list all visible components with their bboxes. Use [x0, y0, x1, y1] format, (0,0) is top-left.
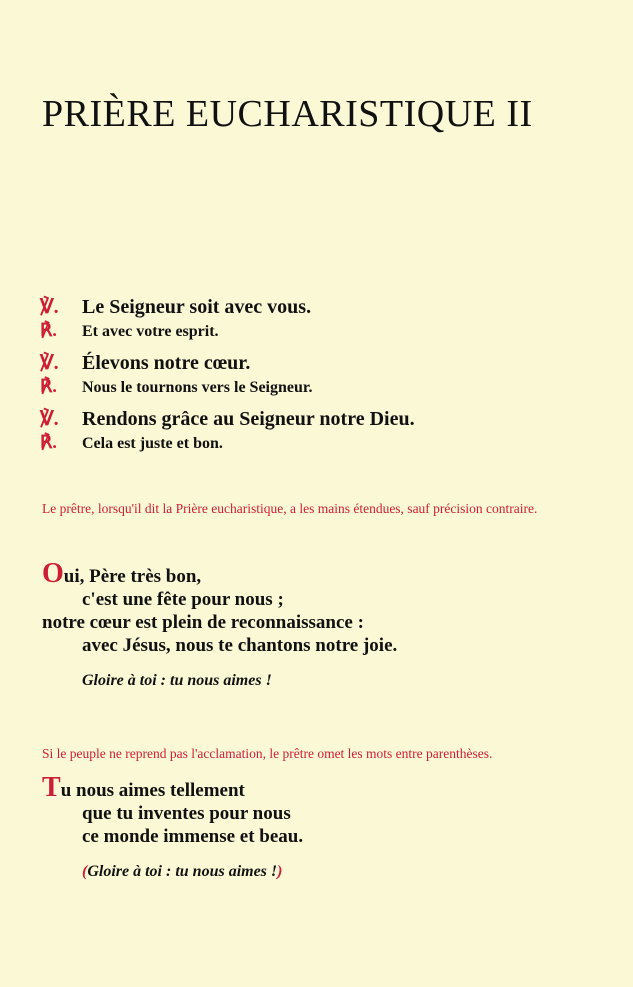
- versicle-text: Le Seigneur soit avec vous.: [82, 296, 312, 318]
- versicle-1: [40, 294, 600, 320]
- rubric-parentheses: Si le peuple ne reprend pas l'acclamation, le prêtre omet les mots entre parenthèses.: [42, 746, 493, 761]
- response-1: [40, 320, 600, 342]
- drop-cap: O: [42, 558, 64, 589]
- stanza-line: c'est une fête pour nous ;: [82, 589, 284, 610]
- drop-cap: T: [42, 772, 61, 803]
- stanza-oui-pere: [42, 558, 398, 692]
- acclamation-optional: [42, 860, 303, 883]
- page-title: PRIÈRE EUCHARISTIQUE II: [42, 93, 533, 135]
- response-text: Et avec votre esprit.: [82, 323, 219, 340]
- acclamation-text: Gloire à toi : tu nous aimes !: [87, 863, 278, 880]
- response-text: Cela est juste et bon.: [82, 435, 223, 452]
- stanza-line: notre cœur est plein de reconnaissance :: [42, 612, 364, 633]
- stanza-line: [42, 558, 397, 589]
- response-2: [40, 376, 600, 398]
- versicle-3: [40, 406, 600, 432]
- rubric-hands-extended: Le prêtre, lorsqu'il dit la Prière eucharistique, a les mains étendues, sauf précision contraire.: [42, 501, 538, 516]
- response-3: [40, 432, 600, 454]
- response-mark: ℟.: [40, 432, 57, 452]
- stanza-line-text: ui, Père très bon,: [63, 566, 202, 587]
- versicle-mark: ℣.: [40, 408, 59, 430]
- stanza-tu-nous-aimes: [42, 772, 304, 883]
- dialogue: [40, 294, 600, 454]
- response-text: Nous le tournons vers le Seigneur.: [82, 379, 313, 396]
- versicle-text: Rendons grâce au Seigneur notre Dieu.: [82, 408, 415, 430]
- stanza-line: que tu inventes pour nous: [82, 803, 291, 824]
- paren-open: (: [82, 863, 88, 880]
- response-mark: ℟.: [40, 320, 57, 340]
- stanza-line: avec Jésus, nous te chantons notre joie.: [82, 635, 398, 656]
- versicle-2: [40, 350, 600, 376]
- stanza-line-text: u nous aimes tellement: [60, 780, 245, 801]
- versicle-mark: ℣.: [40, 352, 59, 374]
- versicle-text: Élevons notre cœur.: [82, 352, 251, 374]
- response-mark: ℟.: [40, 376, 57, 396]
- stanza-line: ce monde immense et beau.: [82, 826, 304, 847]
- stanza-line: [42, 772, 303, 803]
- versicle-mark: ℣.: [40, 296, 59, 318]
- paren-close: ): [277, 863, 283, 880]
- acclamation: Gloire à toi : tu nous aimes !: [82, 672, 272, 689]
